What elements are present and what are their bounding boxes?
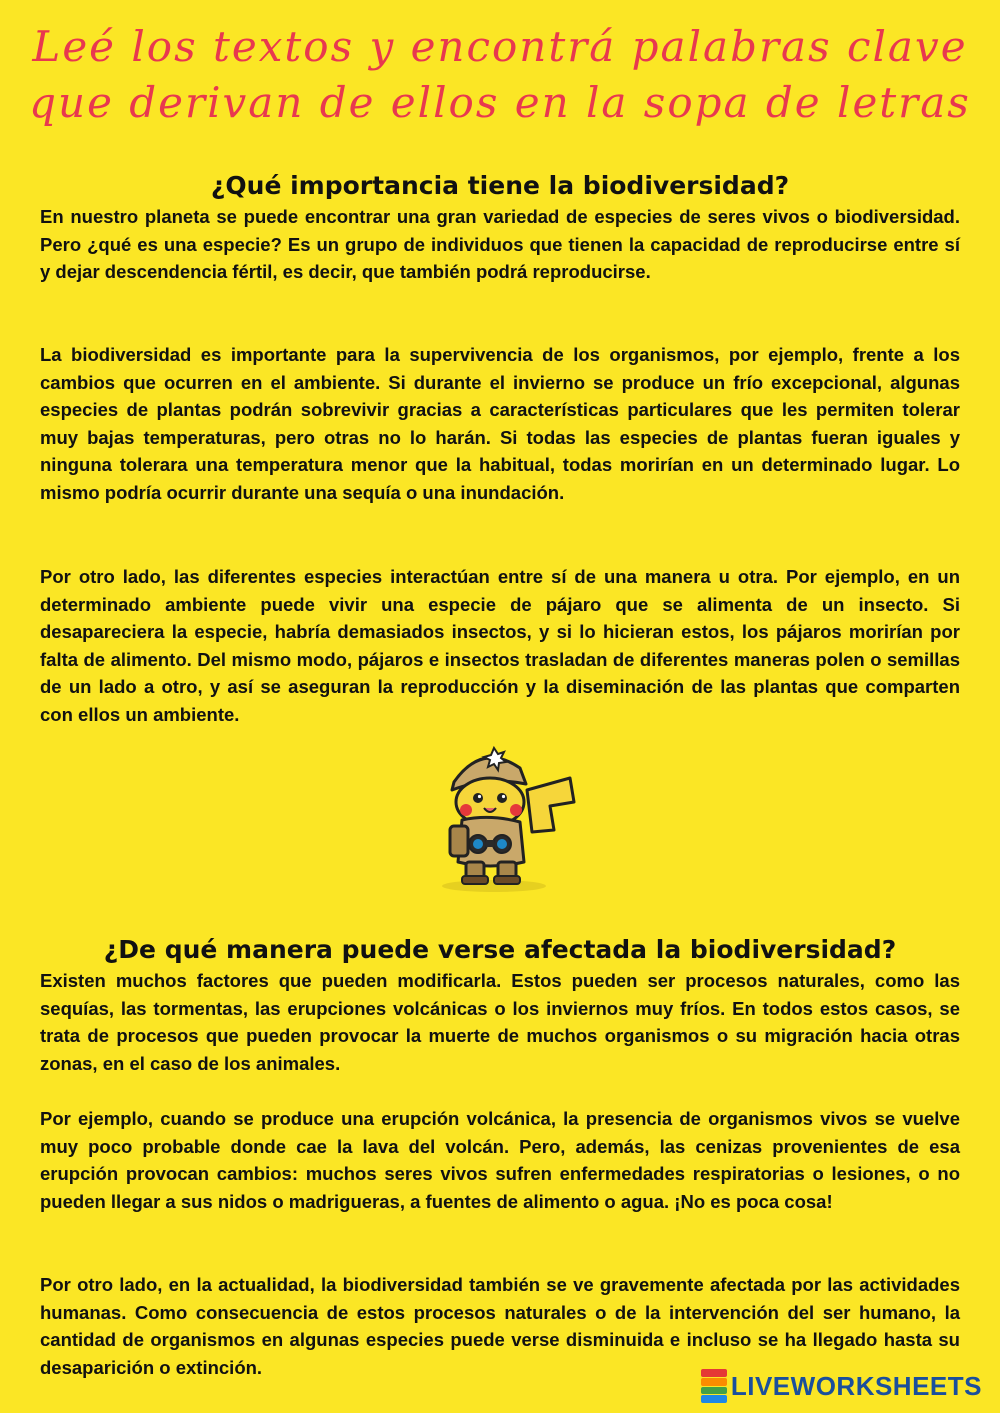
section-1-paragraph-3: Por otro lado, las diferentes especies interactúan entre sí de una manera u otra. Por ejemplo, en un determinado ambiente puede vivir una especie de pájaro que se alimenta de un insecto. Si desapareciera la especie, habría demasiados insectos, y si lo hicieran estos, los pájaros morirían por falta de alimento. Del mismo modo, pájaros e insectos trasladan de diferentes maneras polen o semillas de un lado a otro, y así se aseguran la reproducción y la diseminación de las plantas que comparten con ellos un ambiente. [40, 566, 960, 725]
section-2-paragraph-3: Por otro lado, en la actualidad, la biodiversidad también se ve gravemente afectada por las actividades humanas. Como consecuencia de estos procesos naturales o de la intervención del ser humano, la cantidad de organismos en algunas especies puede verse disminuida e incluso se ha llegado hasta su desaparición o extinción. [40, 1274, 960, 1378]
brand-name: LIVEWORKSHEETS [730, 1370, 982, 1401]
section-1-title: ¿Qué importancia tiene la biodiversidad? [210, 170, 790, 200]
section-1-paragraph-2: La biodiversidad es importante para la supervivencia de los organismos, por ejemplo, frente a los cambios que ocurren en el ambiente. Si durante el invierno se produce un frío excepcional, algunas especies de plantas podrán sobrevivir gracias a características particulares que les permiten tolerar muy bajas temperaturas, pero otras no lo harán. Si todas las especies de plantas fueran iguales y ninguna tolerara una temperatura menor que la habitual, todas morirían en un determinado lugar. Lo mismo podría ocurrir durante una sequía o una inundación. [40, 344, 960, 503]
liveworksheets-logo-icon [701, 1369, 727, 1403]
instruction-line-2: que derivan de ellos en la sopa de letras [29, 78, 971, 127]
section-2-title: ¿De qué manera puede verse afectada la biodiversidad? [103, 934, 897, 964]
section-2-paragraph-1: Existen muchos factores que pueden modificarla. Estos pueden ser procesos naturales, como las sequías, las tormentas, las erupciones volcánicas o los inviernos muy fríos. En todos estos casos, se trata de procesos que pueden provocar la muerte de muchos organismos o su migración hacia otras zonas, en el caso de los animales. [40, 970, 960, 1074]
instruction-line-1: Leé los textos y encontrá palabras clave [32, 22, 968, 71]
explorer-mascot-icon [432, 740, 582, 895]
liveworksheets-brand[interactable] [701, 1369, 982, 1403]
section-2-paragraph-2: Por ejemplo, cuando se produce una erupción volcánica, la presencia de organismos vivos se vuelve muy poco probable donde cae la lava del volcán. Pero, además, las cenizas provenientes de esa erupción provocan cambios: muchos seres vivos sufren enfermedades respiratorias o lesiones, o no pueden llegar a sus nidos o madrigueras, a fuentes de alimento o agua. ¡No es poca cosa! [40, 1108, 960, 1212]
section-1-paragraph-1: En nuestro planeta se puede encontrar una gran variedad de especies de seres vivos o biodiversidad. Pero ¿qué es una especie? Es un grupo de individuos que tienen la capacidad de reproducirse entre sí y dejar descendencia fértil, es decir, que también podrá reproducirse. [40, 206, 960, 283]
